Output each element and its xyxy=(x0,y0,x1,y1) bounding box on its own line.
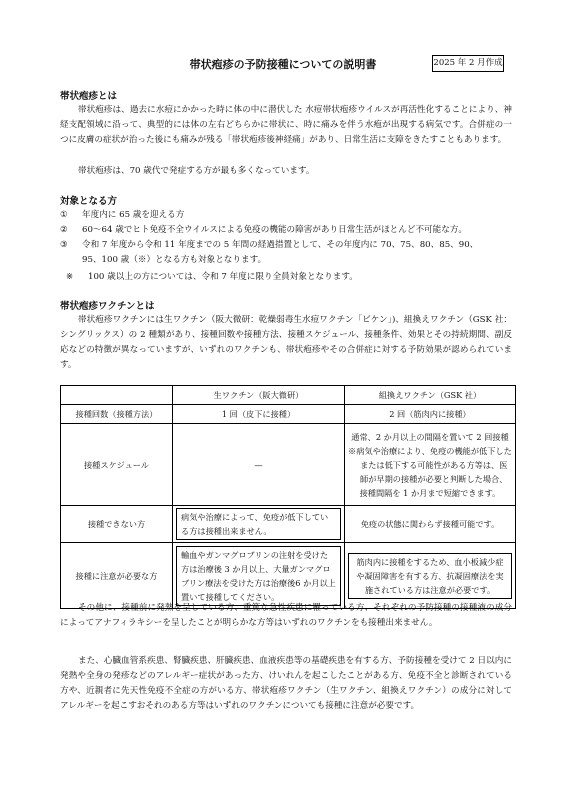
live-cannot-box: 病気や治療によって、免疫が低下している方は接種出来ません。 xyxy=(176,508,341,540)
row-label-schedule: 接種スケジュール xyxy=(61,424,173,506)
item-text: 令和 7 年度から令和 11 年度までの 5 年間の経過措置として、その年度内に 70、75、80、85、90、 xyxy=(82,240,479,250)
live-caution-box: 輸血やガンマグロブリンの注射を受けた方は治療後 3 か月以上、大量ガンマグロブリン療法を受けた方は治療後6 か月以上置いて接種してください。 xyxy=(176,546,341,606)
note-mark: ※ xyxy=(66,272,74,282)
heading-eligible: 対象となる方 xyxy=(60,196,118,207)
cell-recomb-cannot: 免疫の状態に関わらず接種可能です。 xyxy=(345,506,516,543)
eligible-item-3 xyxy=(60,238,512,268)
cell-recomb-caution xyxy=(345,543,516,609)
note-text: 100 歳以上の方については、令和 7 年度に限り全員対象となります。 xyxy=(88,272,358,282)
shingles-description: 帯状疱疹は、過去に水痘にかかった時に体の中に潜伏した 水痘帯状疱疹ウイルスが再活性化することにより、神経支配領域に沿って、典型的には体の左右どちらかに帯状に、時に痛みを伴う水疱が出現する病気です。合併症の一つに皮膚の症状が治った後にも痛みが残る「帯状疱疹後神経痛」があり、日常生活に支障をきたすこともあります。 xyxy=(60,105,512,145)
item-mark: ① xyxy=(60,210,68,220)
row-label-caution: 接種に注意が必要な方 xyxy=(61,543,173,609)
item-mark: ③ xyxy=(60,240,68,250)
recomb-schedule-main: 通常、2 か月以上の間隔を置いて 2 回接種 xyxy=(351,431,509,442)
cell-live-cannot xyxy=(173,506,345,543)
cell-live-caution xyxy=(173,543,345,609)
eligible-item-2 xyxy=(60,223,512,238)
recomb-schedule-note: ※病気や治療により、免疫の機能が低下したまたは低下する可能性がある方等は、医師が早期の接種が必要と判断した場合、 xyxy=(348,445,512,484)
row-label-count: 接種回数（接種方法） xyxy=(61,405,173,424)
item-mark: ② xyxy=(60,225,68,235)
vaccine-description: 帯状疱疹ワクチンには生ワクチン（阪大微研：乾燥弱毒生水痘ワクチン「ビケン」)、組換えワクチン（GSK 社：シングリックス）の 2 種類があり、接種回数や接種方法、接種スケジュール、接種条件、効果とその持続期間、副反応などの特徴が異なっていますが、いずれのワクチンも、帯状疱疹やその合併症に対する予防効果が認められています。 xyxy=(60,315,512,370)
vaccine-comparison-table xyxy=(60,385,516,609)
cell-live-count: 1 回（皮下に接種） xyxy=(173,405,345,424)
table-row xyxy=(61,405,516,424)
recomb-caution-box: 筋肉内に接種をするため、血小板減少症や凝固障害を有する方、抗凝固療法を実施されている方は注意が必要です。 xyxy=(348,553,512,599)
shingles-age-note: 帯状疱疹は、70 歳代で発症する方が最も多くなっています。 xyxy=(78,166,315,176)
contraindications-paragraph: その他に、接種前に発熱を呈している方、重篤な急性疾患に罹っている方、それぞれの予防接種の接種液の成分によってアナフィラキシーを呈したことが明らかな方等はいずれのワクチンをも接種出来ません。 xyxy=(60,603,512,628)
eligible-note xyxy=(66,270,518,285)
creation-date-box: 2025 年 2 月作成 xyxy=(432,55,504,72)
caution-paragraph: また、心臓血管系疾患、腎臓疾患、肝臓疾患、血液疾患等の基礎疾患を有する方、予防接種を受けて 2 日以内に発熱や全身の発疹などのアレルギー症状があった方、けいれんを起こしたことがある方、免疫不全と診断されている方や、近親者に先天性免疫不全症の方がいる方、帯状疱疹ワクチン（生ワクチン、組換えワクチン）の成分に対してアレルギーを起こすおそれのある方等はいずれのワクチンについても接種に注意が必要です。 xyxy=(60,656,512,711)
col-recombinant-vaccine: 組換えワクチン（GSK 社） xyxy=(345,386,516,405)
row-label-cannot: 接種できない方 xyxy=(61,506,173,543)
cell-recomb-count: 2 回（筋肉内に接種） xyxy=(345,405,516,424)
cell-recomb-schedule xyxy=(345,424,516,506)
document-title: 帯状疱疹の予防接種についての説明書 xyxy=(189,58,377,71)
recomb-schedule-note-2: 接種間隔を 1 か月まで短縮できます。 xyxy=(359,487,501,498)
table-row xyxy=(61,424,516,506)
cell-live-schedule: — xyxy=(173,424,345,506)
eligible-item-1 xyxy=(60,208,512,223)
heading-vaccine: 帯状疱疹ワクチンとは xyxy=(60,301,155,312)
item-text: 60～64 歳でヒト免疫不全ウイルスによる免疫の機能の障害があり日常生活がほとんど不可能な方。 xyxy=(82,225,468,235)
heading-what-is-shingles: 帯状疱疹とは xyxy=(60,91,118,102)
col-live-vaccine: 生ワクチン（阪大微研） xyxy=(173,386,345,405)
table-corner-cell xyxy=(61,386,173,405)
table-row xyxy=(61,543,516,609)
item-text: 年度内に 65 歳を迎える方 xyxy=(82,210,185,220)
table-row xyxy=(61,506,516,543)
table-header-row xyxy=(61,386,516,405)
item-text-cont: 95、100 歳（※）となる方も対象となります。 xyxy=(82,255,267,265)
